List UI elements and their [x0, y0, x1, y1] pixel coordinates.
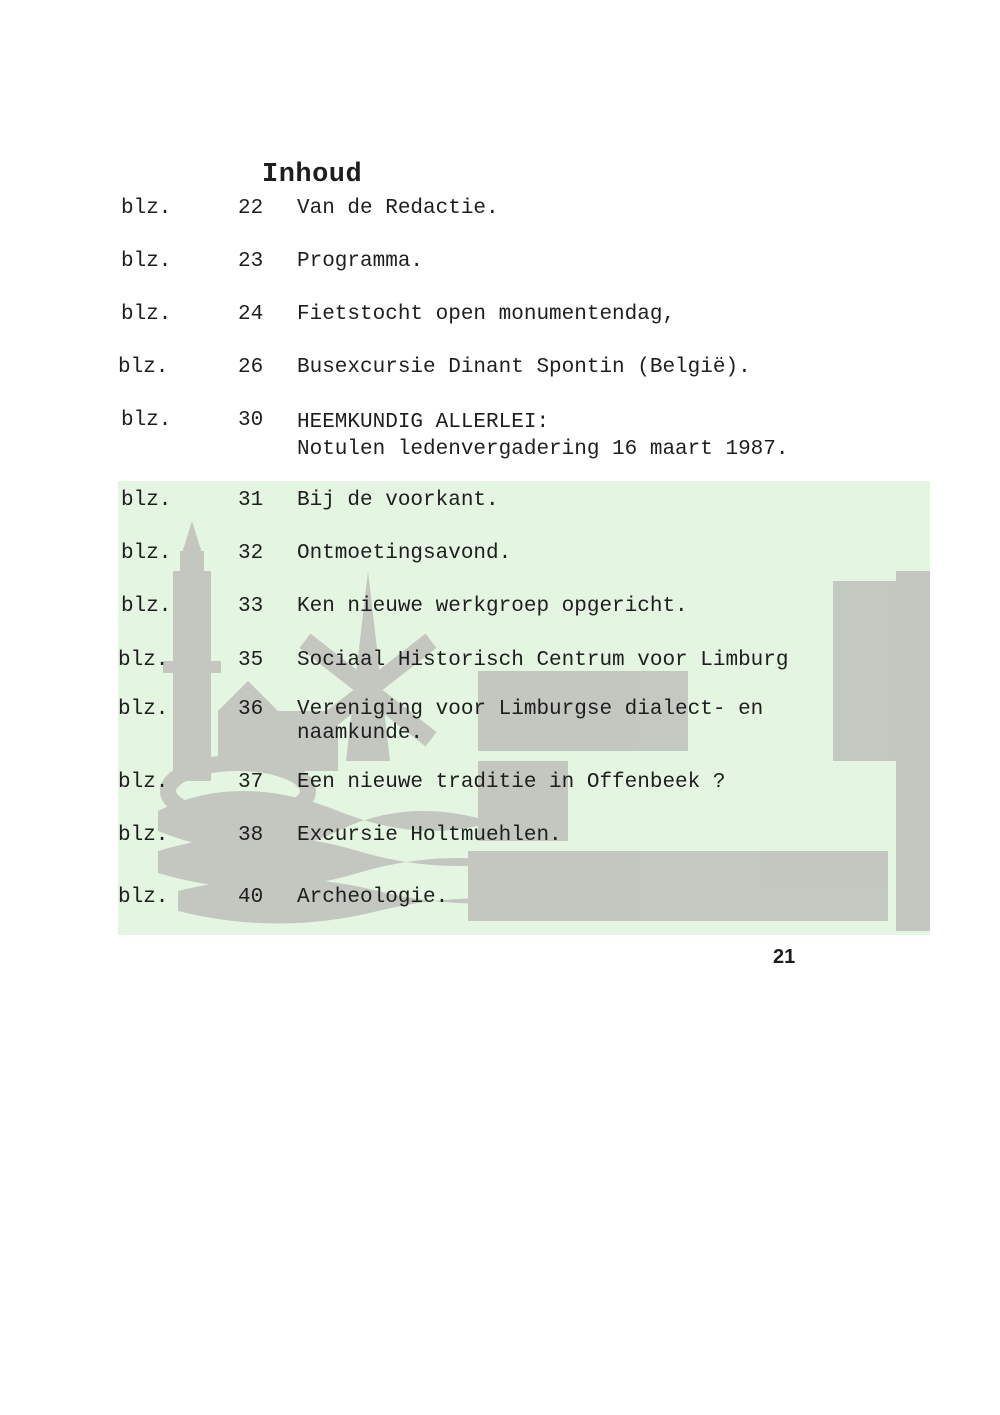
toc-title: Vereniging voor Limburgse dialect- en naamkunde. [297, 698, 764, 745]
toc-page-number: 22 [238, 197, 264, 220]
toc-page-number: 36 [238, 698, 264, 721]
toc-page-number: 35 [238, 649, 264, 672]
toc-prefix: blz. [121, 595, 172, 618]
toc-title: Ontmoetingsavond. [297, 542, 512, 565]
toc-page-number: 31 [238, 489, 264, 512]
page-number: 21 [773, 946, 796, 968]
toc-page-number: 38 [238, 824, 264, 847]
toc-title: Ken nieuwe werkgroep opgericht. [297, 595, 688, 618]
toc-prefix: blz. [118, 356, 169, 379]
toc-prefix: blz. [121, 197, 172, 220]
toc-title: Excursie Holtmuehlen. [297, 824, 562, 847]
toc-prefix: blz. [121, 542, 172, 565]
toc-prefix: blz. [121, 250, 172, 273]
toc-title: Archeologie. [297, 886, 449, 909]
toc-page-number: 23 [238, 250, 264, 273]
toc-prefix: blz. [121, 303, 172, 326]
toc-page-number: 26 [238, 356, 264, 379]
toc-page-number: 37 [238, 771, 264, 794]
page-title: Inhoud [262, 160, 363, 190]
toc-prefix: blz. [121, 489, 172, 512]
toc-title: Bij de voorkant. [297, 489, 499, 512]
toc-prefix: blz. [121, 409, 172, 432]
toc-title: Programma. [297, 250, 424, 273]
toc-title: Busexcursie Dinant Spontin (België). [297, 356, 751, 379]
toc-prefix: blz. [118, 771, 169, 794]
toc-page-number: 30 [238, 409, 264, 432]
toc-prefix: blz. [118, 824, 169, 847]
toc-prefix: blz. [118, 698, 169, 721]
toc-title: Van de Redactie. [297, 197, 499, 220]
toc-title: HEEMKUNDIG ALLERLEI: Notulen ledenvergadering 16 maart 1987. [297, 411, 789, 461]
toc-page-number: 24 [238, 303, 264, 326]
toc-prefix: blz. [118, 886, 169, 909]
toc-prefix: blz. [118, 649, 169, 672]
toc-title: Sociaal Historisch Centrum voor Limburg [297, 649, 789, 672]
toc-page-number: 33 [238, 595, 264, 618]
toc-title: Fietstocht open monumentendag, [297, 303, 676, 326]
toc-page-number: 32 [238, 542, 264, 565]
toc-title: Een nieuwe traditie in Offenbeek ? [297, 771, 726, 794]
toc-page-number: 40 [238, 886, 264, 909]
